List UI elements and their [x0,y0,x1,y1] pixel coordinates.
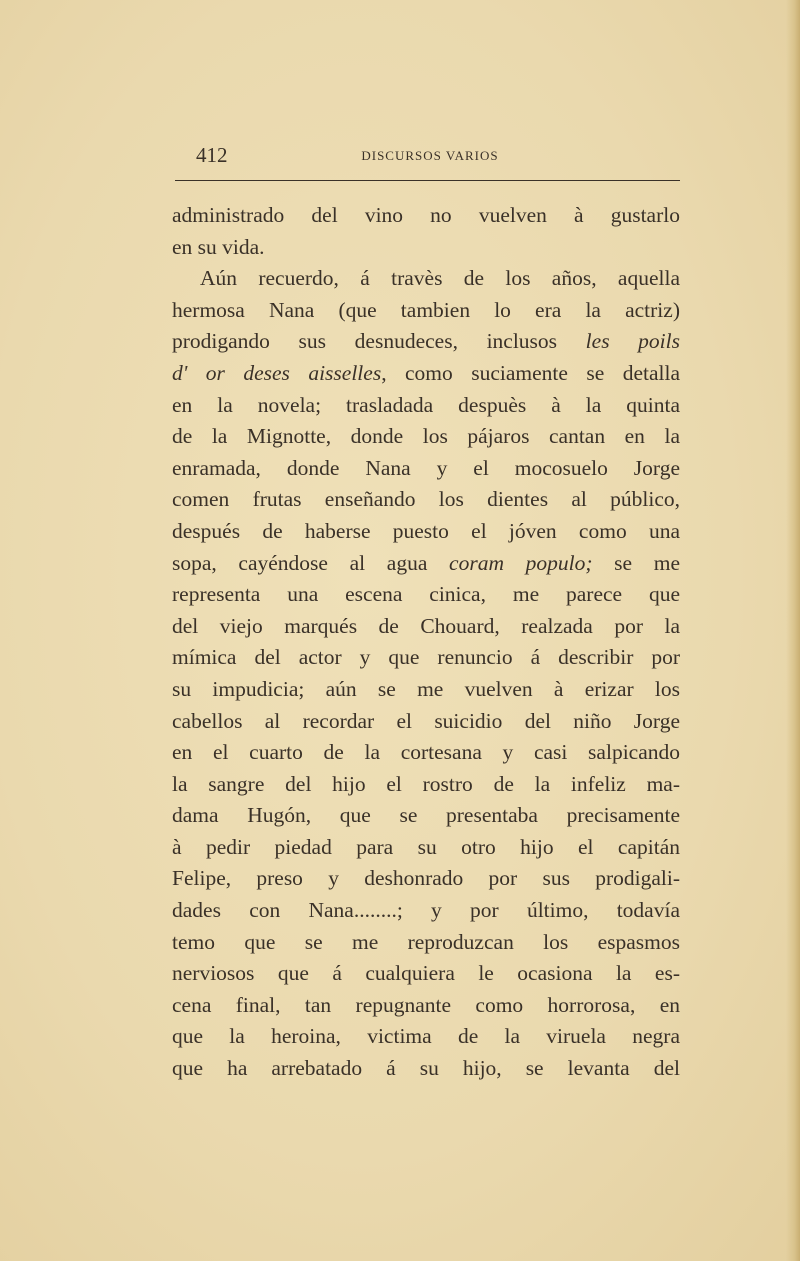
text-segment: del viejo marqués de Chouard, realzada por la [172,613,680,638]
page-number: 412 [196,143,228,167]
text-segment: comen frutas enseñando los dientes al público, [172,487,680,512]
text-segment: cabellos al recordar el suicidio del niño Jorge [172,708,680,733]
text-line [172,863,680,895]
text-line [172,326,680,358]
text-segment: , como suciamente se detalla [381,360,680,385]
text-segment: que la heroina, victima de la viruela negra [172,1024,680,1049]
text-segment: que ha arrebatado á su hijo, se levanta del [172,1056,680,1081]
text-segment: hermosa Nana (que tambien lo era la actriz) [172,297,680,322]
text-line [172,737,680,769]
text-line [172,958,680,990]
text-segment: administrado del vino no vuelven à gustarlo [172,203,680,227]
text-segment: representa una escena cinica, me parece que [172,582,680,607]
text-segment: cena final, tan repugnante como horrorosa, en [172,992,680,1017]
text-segment: se me [592,550,680,575]
text-line [172,484,680,516]
text-segment: después de haberse puesto el jóven como una [172,518,680,543]
text-line [172,706,680,738]
text-line [172,642,680,674]
text-line [172,927,680,959]
text-segment: de la Mignotte, donde los pájaros cantan en la [172,424,680,449]
text-segment: dades con Nana........; y por último, todavía [172,898,680,923]
text-line [172,611,680,643]
text-segment: la sangre del hijo el rostro de la infeliz ma- [172,771,680,796]
text-segment: à pedir piedad para su otro hijo el capitán [172,834,680,859]
page-edge [786,0,800,1261]
text-line [172,800,680,832]
text-segment: dama Hugón, que se presentaba precisamente [172,803,680,828]
text-line [172,232,680,264]
text-segment: en el cuarto de la cortesana y casi salpicando [172,740,680,765]
header-rule [175,180,680,181]
text-line [172,579,680,611]
text-line [172,769,680,801]
text-line [172,200,680,232]
text-segment: enramada, donde Nana y el mocosuelo Jorge [172,455,680,480]
text-line [172,1021,680,1053]
text-segment: prodigando sus desnudeces, inclusos [172,329,586,354]
text-line [172,516,680,548]
text-segment: Aún recuerdo, á travès de los años, aquella [200,266,680,291]
text-line [172,358,680,390]
text-segment: Felipe, preso y deshonrado por sus prodigali- [172,866,680,891]
italic-phrase: les poils [585,329,680,354]
text-line [172,390,680,422]
running-title: DISCURSOS VARIOS [361,148,499,163]
text-segment: su impudicia; aún se me vuelven à erizar los [172,676,680,701]
text-line [172,1053,680,1085]
italic-phrase: d' or deses aisselles [172,360,382,385]
text-segment: en la novela; trasladada despuès à la quinta [172,392,680,417]
text-line [172,674,680,706]
text-segment: sopa, cayéndose al agua [172,550,450,575]
body-text [172,200,680,1085]
text-segment: temo que se me reproduzcan los espasmos [172,929,680,954]
text-segment: mímica del actor y que renuncio á describir por [172,645,680,670]
text-line [172,421,680,453]
text-segment: nerviosos que á cualquiera le ocasiona la es- [172,961,680,986]
text-segment: en su vida. [172,234,265,259]
text-line [172,453,680,485]
text-line [172,832,680,864]
text-line [172,548,680,580]
italic-phrase: coram populo; [449,550,593,575]
text-line [172,895,680,927]
text-line [172,263,680,295]
text-line [172,990,680,1022]
text-line [172,295,680,327]
